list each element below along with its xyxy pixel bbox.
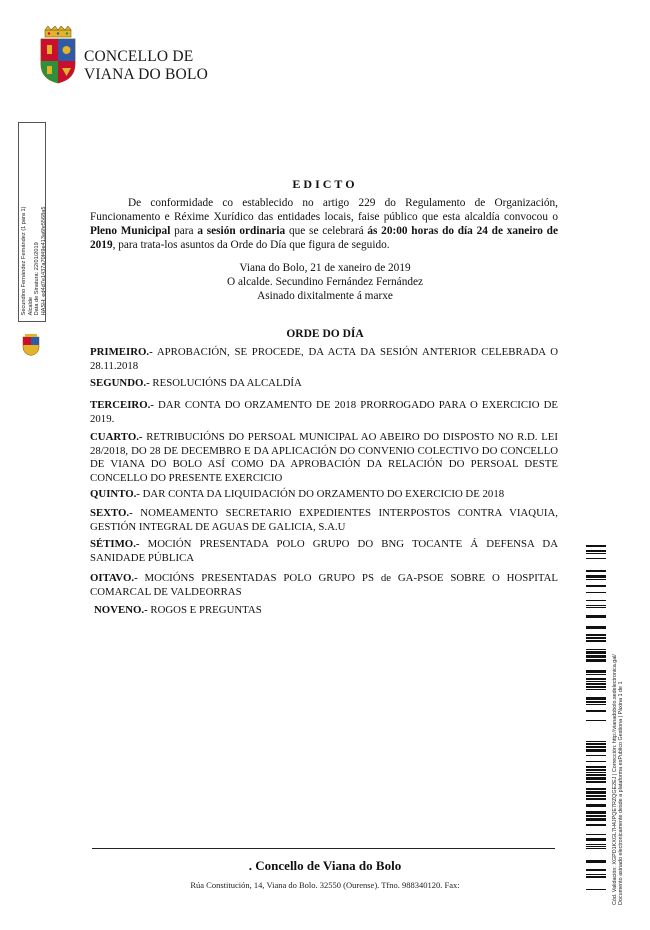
agenda-item-label: QUINTO.- (90, 488, 140, 500)
intro-text: para (170, 225, 198, 237)
intro-bold-datetime: ás 20:00 horas do día 24 de xaneiro de 2019 (90, 225, 558, 251)
agenda-item-label: CUARTO.- (90, 431, 143, 443)
agenda-item-text: RETRIBUCIÓNS DO PERSOAL MUNICIPAL AO ABEIRO DO DISPOSTO NO R.D. LEI 28/2018, DO 28 DE DECEMBRO E DA APLICACIÓN DO CONVENIO COLECTIVO DO CONCELLO DE VIANA DO BOLO ASÍ COMO DA APROBACIÓN DA RELACIÓN DO PERSOAL DESTE CONCELLO DO PRESENTE EXERCICIO (90, 431, 558, 484)
footer-divider (92, 848, 555, 849)
intro-text: que se celebrará (285, 225, 368, 237)
agenda-item (90, 377, 558, 391)
agenda-item-text: DAR CONTA DA LIQUIDACIÓN DO ORZAMENTO DO EXERCICIO DE 2018 (139, 488, 505, 500)
agenda-item (90, 346, 558, 373)
signature-line: HASH: ed4d7e1437a70f49e413a6fe5568a5 (40, 206, 47, 315)
agenda-item-text: NOMEAMENTO SECRETARIO EXPEDIENTES INTERPOSTOS CONTRA VIAQUIA, GESTIÓN INTEGRAL DE AGUAS DE GALICIA, S.A.U (90, 507, 558, 533)
agenda-item (90, 507, 558, 534)
signature-line: Data de Sinatura: 22/01/2019 (34, 241, 41, 315)
barcode-icon (586, 545, 606, 895)
agenda-item-text: DAR CONTA DO ORZAMENTO DE 2018 PRORROGADO PARA O EXERCICIO DE 2019. (90, 399, 558, 425)
mayor-name: O alcalde. Secundino Fernández Fernández (226, 276, 424, 288)
footer-org-name: . Concello de Viana do Bolo (248, 858, 402, 873)
agenda-item (90, 488, 558, 502)
agenda-title: ORDE DO DÍA (286, 328, 364, 340)
agenda-item-label: SEGUNDO.- (90, 377, 150, 389)
signed-note: Asinado dixitalmente á marxe (257, 290, 393, 302)
agenda-item-text: APROBACIÓN, SE PROCEDE, DA ACTA DA SESIÓN ANTERIOR CELEBRADA O 28.11.2018 (90, 346, 558, 372)
document-title: EDICTO (292, 177, 358, 191)
agenda-item-label: SEXTO.- (90, 507, 133, 519)
intro-text: , para trata-los asuntos da Orde do Día que figura de seguido. (112, 239, 390, 251)
signature-line: Secundino Fernández Fernández (1 para 1) (21, 206, 27, 315)
agenda-item (94, 604, 562, 618)
agenda-item (90, 399, 558, 426)
validation-text (612, 605, 625, 905)
agenda-item-text: MOCIÓNS PRESENTADAS POLO GRUPO PS de GA-PSOE SOBRE O HOSPITAL COMARCAL DE VALDEORRAS (90, 572, 558, 598)
intro-bold-pleno: Pleno Municipal (90, 225, 171, 237)
agenda-item-label: NOVENO.- (94, 604, 148, 616)
org-name-line2: VIANA DO BOLO (84, 66, 209, 83)
agenda-item-label: PRIMEIRO.- (90, 346, 153, 358)
agenda-item (90, 431, 558, 485)
agenda-item-text: RESOLUCIÓNS DA ALCALDÍA (149, 377, 302, 389)
intro-bold-session: a sesión ordinaria (197, 225, 286, 237)
agenda-item-text: ROGOS E PREGUNTAS (147, 604, 262, 616)
agenda-item-label: TERCEIRO.- (90, 399, 154, 411)
signature-line: Alcalde (27, 296, 34, 315)
agenda-item-text: MOCIÓN PRESENTADA POLO GRUPO DO BNG TOCANTE Á DEFENSA DA SANIDADE PÚBLICA (90, 538, 558, 564)
place-date: Viana do Bolo, 21 de xaneiro de 2019 (239, 262, 411, 274)
agenda-item-label: SÉTIMO.- (90, 538, 140, 550)
validation-line: Documento asinado electronicamente desde a plataforma esPublico Gestiona | Páxina 1 de 1 (618, 681, 625, 905)
validation-line: Cód. Validación: XGPD1KXGL7H4JPQE7RZQGE2EJ | Corrección: http://vianadobolo.sedelectronica.gal/ (612, 654, 618, 905)
intro-text: De conformidade co establecido no artigo 229 do Regulamento de Organización, Funcionamento e Réxime Xurídico das entidades locais, faise público que esta alcaldía convocou o (90, 197, 558, 223)
intro-paragraph (90, 196, 558, 252)
agenda-item (90, 572, 558, 599)
coat-of-arms-logo (38, 26, 78, 84)
agenda-item (90, 538, 558, 565)
agenda-item-label: OITAVO.- (90, 572, 138, 584)
org-name-line1: CONCELLO DE (84, 48, 194, 65)
footer-address: Rúa Constitución, 14, Viana do Bolo. 32550 (Ourense). Tfno. 988340120. Fax: (190, 880, 460, 890)
